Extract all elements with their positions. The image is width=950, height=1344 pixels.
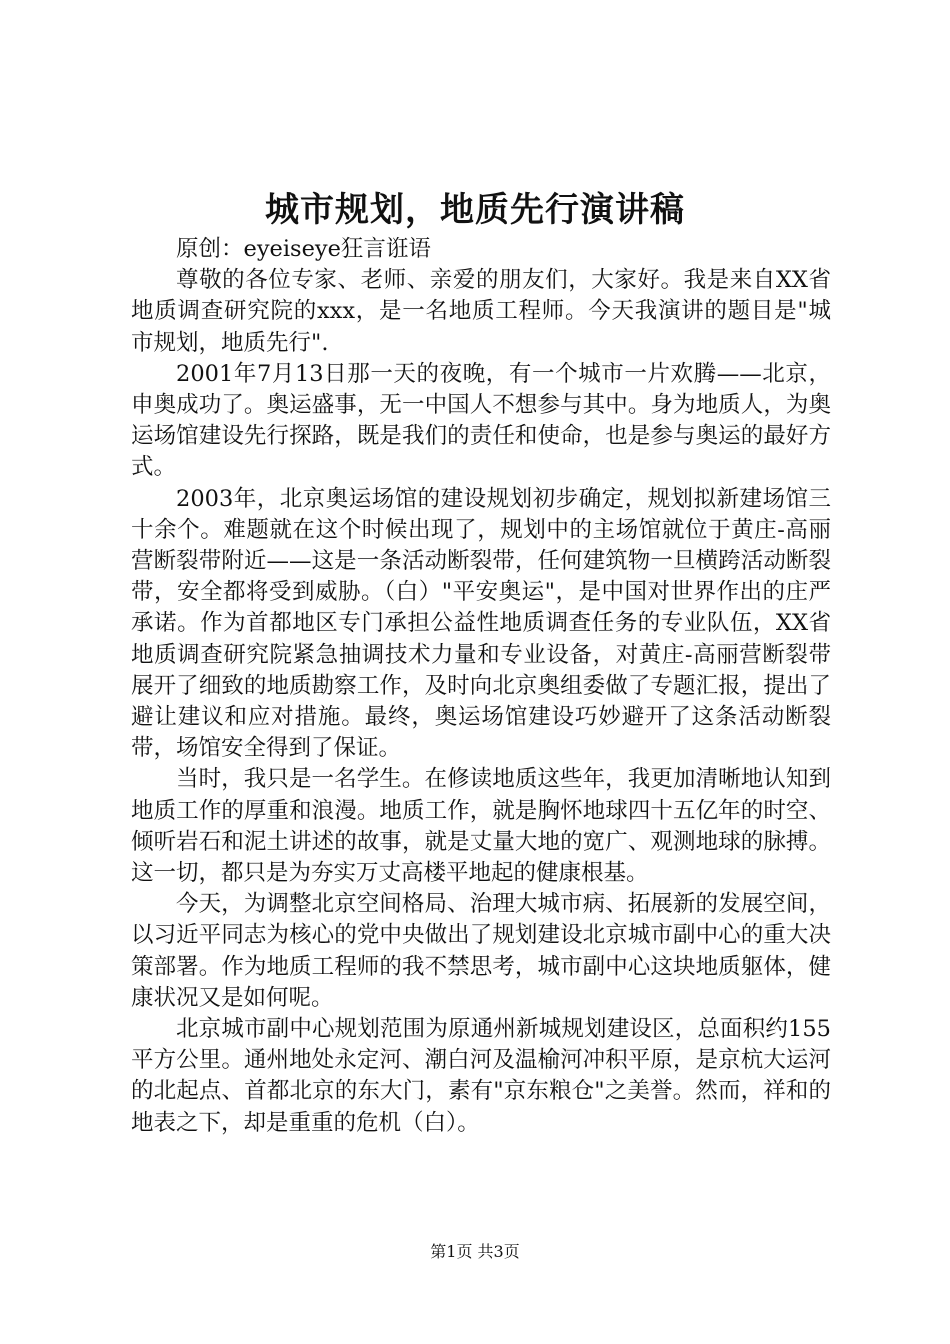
paragraph-student: 当时，我只是一名学生。在修读地质这些年，我更加清晰地认知到地质工作的厚重和浪漫。地质工作，就是胸怀地球四十五亿年的时空、倾听岩石和泥土讲述的故事，就是丈量大地的宽广、观测地球的脉搏。这一切，都只是为夯实万丈高楼平地起的健康根基。 <box>131 766 831 887</box>
paragraph-subcenter: 北京城市副中心规划范围为原通州新城规划建设区，总面积约155平方公里。通州地处永定河、潮白河及温榆河冲积平原，是京杭大运河的北起点、首都北京的东大门，素有"京东粮仓"之美誉。然而，祥和的地表之下，却是重重的危机（白）。 <box>131 1016 831 1136</box>
paragraph-greeting: 尊敬的各位专家、老师、亲爱的朋友们，大家好。我是来自XX省地质调查研究院的xxx，是一名地质工程师。今天我演讲的题目是"城市规划，地质先行". <box>131 267 831 356</box>
author-line: 原创：eyeiseye狂言诳语 <box>176 236 431 262</box>
document-body <box>131 234 831 1139</box>
paragraph-today: 今天，为调整北京空间格局、治理大城市病、拓展新的发展空间，以习近平同志为核心的党中央做出了规划建设北京城市副中心的重大决策部署。作为地质工程师的我不禁思考，城市副中心这块地质躯体，健康状况又是如何呢。 <box>131 891 831 1011</box>
page-number: 第1页 共3页 <box>430 1242 520 1261</box>
document-title: 城市规划，地质先行演讲稿 <box>265 190 685 230</box>
paragraph-2003: 2003年，北京奥运场馆的建设规划初步确定，规划拟新建场馆三十余个。难题就在这个时候出现了，规划中的主场馆就位于黄庄-高丽营断裂带附近——这是一条活动断裂带，任何建筑物一旦横跨活动断裂带，安全都将受到威胁。（白）"平安奥运"，是中国对世界作出的庄严承诺。作为首都地区专门承担公益性地质调查任务的专业队伍，XX省地质调查研究院紧急抽调技术力量和专业设备，对黄庄-高丽营断裂带展开了细致的地质勘察工作，及时向北京奥组委做了专题汇报，提出了避让建议和应对措施。最终，奥运场馆建设巧妙避开了这条活动断裂带，场馆安全得到了保证。 <box>131 485 831 762</box>
paragraph-2001: 2001年7月13日那一天的夜晚，有一个城市一片欢腾——北京，申奥成功了。奥运盛事，无一中国人不想参与其中。身为地质人，为奥运场馆建设先行探路，既是我们的责任和使命，也是参与奥运的最好方式。 <box>131 360 831 481</box>
